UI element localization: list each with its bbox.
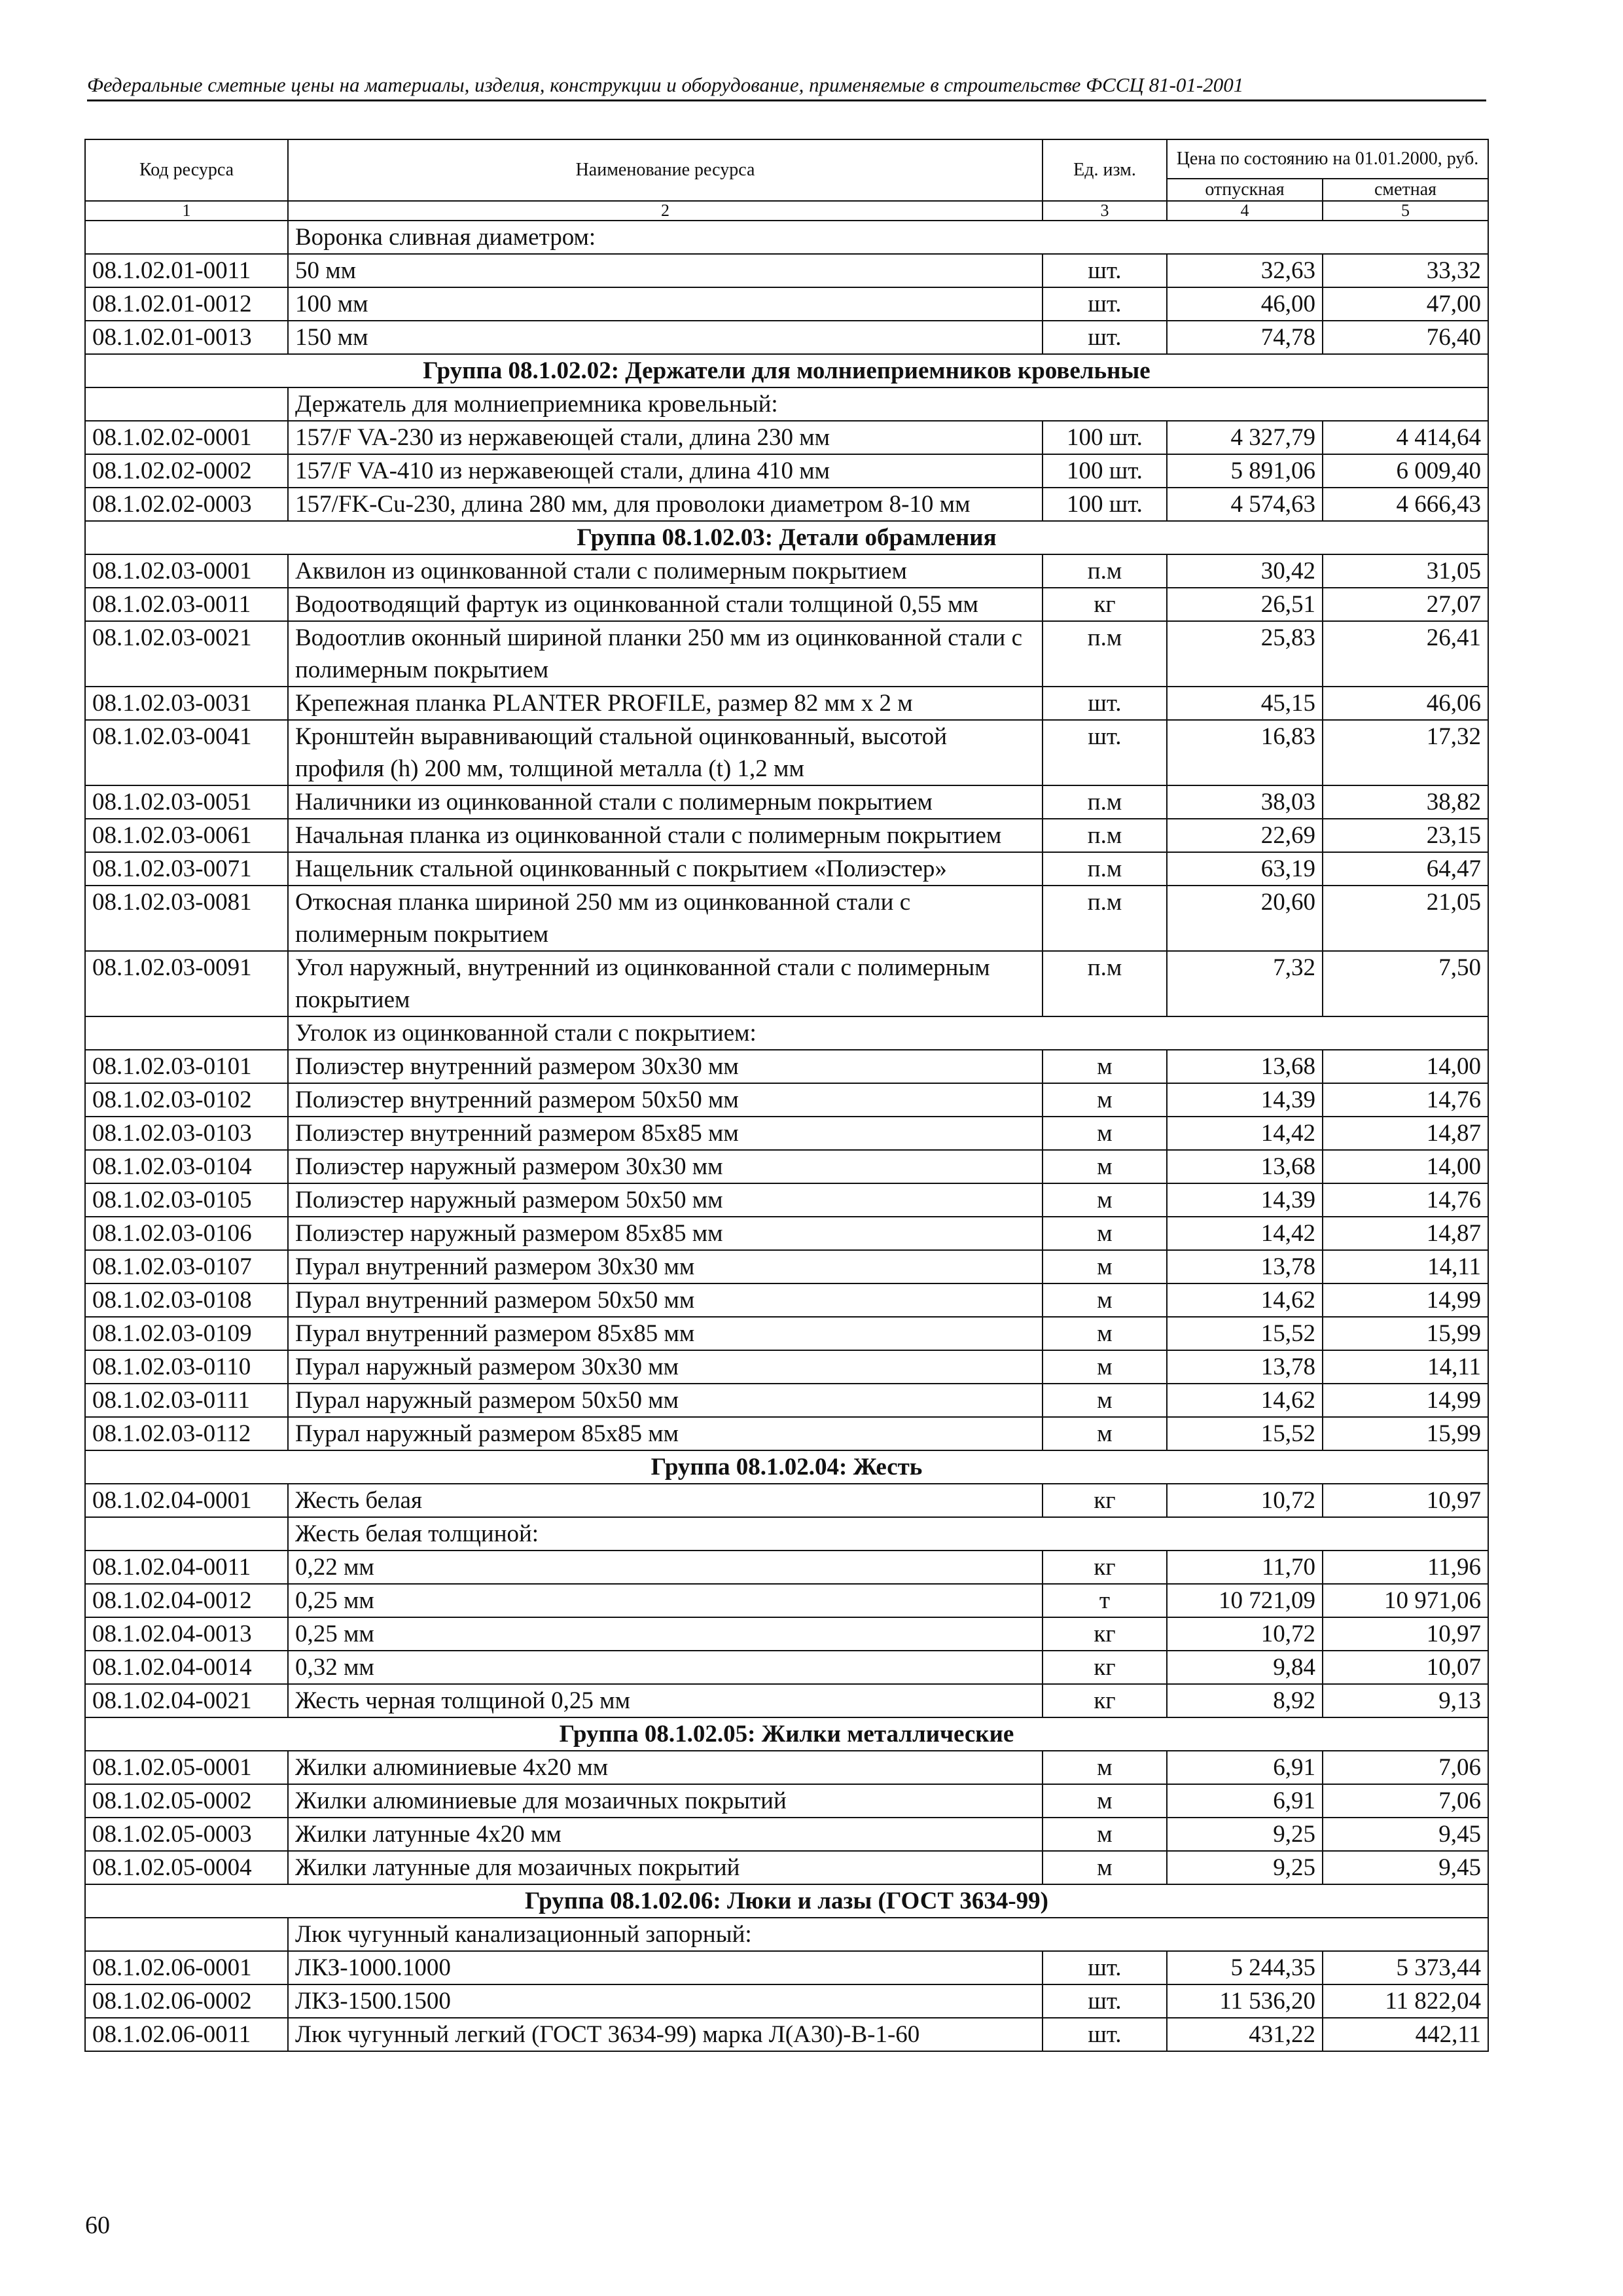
estimate-price: 64,47 <box>1323 852 1488 886</box>
column-number-row <box>85 201 1488 221</box>
estimate-price: 14,00 <box>1323 1150 1488 1183</box>
unit-cell: м <box>1043 1217 1167 1250</box>
subheading-text: Воронка сливная диаметром: <box>288 221 1488 254</box>
unit-cell: шт. <box>1043 287 1167 321</box>
estimate-price: 47,00 <box>1323 287 1488 321</box>
release-price: 9,84 <box>1167 1651 1323 1684</box>
resource-code: 08.1.02.04-0011 <box>85 1551 288 1584</box>
table-row <box>85 1551 1488 1584</box>
release-price: 9,25 <box>1167 1851 1323 1884</box>
table-row <box>85 1617 1488 1651</box>
subheading-row <box>85 1016 1488 1050</box>
estimate-price: 14,00 <box>1323 1050 1488 1083</box>
unit-cell: т <box>1043 1584 1167 1617</box>
resource-code: 08.1.02.03-0104 <box>85 1150 288 1183</box>
resource-code: 08.1.02.03-0051 <box>85 785 288 819</box>
resource-code: 08.1.02.03-0108 <box>85 1283 288 1317</box>
table-row <box>85 1684 1488 1717</box>
release-price: 7,32 <box>1167 951 1323 1016</box>
estimate-price: 10 971,06 <box>1323 1584 1488 1617</box>
estimate-price: 33,32 <box>1323 254 1488 287</box>
resource-code: 08.1.02.03-0011 <box>85 588 288 621</box>
unit-cell: м <box>1043 1150 1167 1183</box>
unit-cell: шт. <box>1043 687 1167 720</box>
subheading-text: Уголок из оцинкованной стали с покрытием: <box>288 1016 1488 1050</box>
resource-name: Пурал внутренний размером 30x30 мм <box>288 1250 1043 1283</box>
resource-name: Крепежная планка PLANTER PROFILE, размер 82 мм x 2 м <box>288 687 1043 720</box>
page-number: 60 <box>85 2212 110 2239</box>
resource-code: 08.1.02.05-0004 <box>85 1851 288 1884</box>
estimate-price: 9,13 <box>1323 1684 1488 1717</box>
estimate-price: 21,05 <box>1323 886 1488 951</box>
estimate-price: 10,97 <box>1323 1484 1488 1517</box>
group-title: Группа 08.1.02.05: Жилки металлические <box>85 1717 1488 1751</box>
empty-code-cell <box>85 387 288 421</box>
release-price: 30,42 <box>1167 554 1323 588</box>
resource-name: 0,22 мм <box>288 1551 1043 1584</box>
resource-name: Пурал наружный размером 30x30 мм <box>288 1350 1043 1384</box>
table-row <box>85 2018 1488 2051</box>
estimate-price: 14,87 <box>1323 1117 1488 1150</box>
resource-code: 08.1.02.04-0012 <box>85 1584 288 1617</box>
subheading-row <box>85 387 1488 421</box>
release-price: 15,52 <box>1167 1417 1323 1450</box>
resource-name: Пурал внутренний размером 50x50 мм <box>288 1283 1043 1317</box>
table-row <box>85 687 1488 720</box>
group-header-row <box>85 1884 1488 1918</box>
resource-code: 08.1.02.05-0002 <box>85 1784 288 1818</box>
resource-name: Кронштейн выравнивающий стальной оцинкованный, высотой профиля (h) 200 мм, толщиной металла (t) 1,2 мм <box>288 720 1043 785</box>
col-number: 2 <box>288 201 1043 221</box>
resource-name: Полиэстер наружный размером 30x30 мм <box>288 1150 1043 1183</box>
unit-cell: м <box>1043 1050 1167 1083</box>
price-table <box>84 139 1489 2052</box>
group-title: Группа 08.1.02.06: Люки и лазы (ГОСТ 3634-99) <box>85 1884 1488 1918</box>
release-price: 14,39 <box>1167 1083 1323 1117</box>
table-row <box>85 1818 1488 1851</box>
resource-code: 08.1.02.05-0003 <box>85 1818 288 1851</box>
empty-code-cell <box>85 1016 288 1050</box>
resource-name: Люк чугунный легкий (ГОСТ 3634-99) марка Л(А30)-В-1-60 <box>288 2018 1043 2051</box>
unit-cell: м <box>1043 1350 1167 1384</box>
resource-code: 08.1.02.04-0001 <box>85 1484 288 1517</box>
unit-cell: м <box>1043 1183 1167 1217</box>
col-header-price: Цена по состоянию на 01.01.2000, руб. <box>1167 139 1488 179</box>
unit-cell: м <box>1043 1751 1167 1784</box>
estimate-price: 14,11 <box>1323 1250 1488 1283</box>
estimate-price: 10,07 <box>1323 1651 1488 1684</box>
table-row <box>85 1350 1488 1384</box>
resource-name: ЛКЗ-1500.1500 <box>288 1984 1043 2018</box>
resource-code: 08.1.02.03-0101 <box>85 1050 288 1083</box>
release-price: 10 721,09 <box>1167 1584 1323 1617</box>
empty-code-cell <box>85 1918 288 1951</box>
estimate-price: 27,07 <box>1323 588 1488 621</box>
unit-cell: кг <box>1043 1617 1167 1651</box>
estimate-price: 14,99 <box>1323 1283 1488 1317</box>
estimate-price: 7,50 <box>1323 951 1488 1016</box>
resource-name: ЛКЗ-1000.1000 <box>288 1951 1043 1984</box>
resource-name: Жесть белая <box>288 1484 1043 1517</box>
release-price: 5 891,06 <box>1167 454 1323 488</box>
resource-name: Жилки алюминиевые 4x20 мм <box>288 1751 1043 1784</box>
resource-name: 0,32 мм <box>288 1651 1043 1684</box>
estimate-price: 9,45 <box>1323 1818 1488 1851</box>
resource-code: 08.1.02.01-0011 <box>85 254 288 287</box>
resource-code: 08.1.02.06-0001 <box>85 1951 288 1984</box>
resource-name: Жилки латунные для мозаичных покрытий <box>288 1851 1043 1884</box>
table-row <box>85 1050 1488 1083</box>
resource-name: Водоотводящий фартук из оцинкованной стали толщиной 0,55 мм <box>288 588 1043 621</box>
resource-code: 08.1.02.03-0103 <box>85 1117 288 1150</box>
unit-cell: м <box>1043 1117 1167 1150</box>
release-price: 26,51 <box>1167 588 1323 621</box>
resource-name: 50 мм <box>288 254 1043 287</box>
resource-code: 08.1.02.04-0021 <box>85 1684 288 1717</box>
table-row <box>85 1951 1488 1984</box>
estimate-price: 11 822,04 <box>1323 1984 1488 2018</box>
resource-code: 08.1.02.03-0110 <box>85 1350 288 1384</box>
resource-name: Аквилон из оцинкованной стали с полимерным покрытием <box>288 554 1043 588</box>
resource-code: 08.1.02.03-0111 <box>85 1384 288 1417</box>
subheading-row <box>85 1517 1488 1551</box>
unit-cell: шт. <box>1043 1951 1167 1984</box>
running-header: Федеральные сметные цены на материалы, изделия, конструкции и оборудование, применяемые в строительстве ФССЦ 81-01-2001 <box>87 72 1486 101</box>
table-row <box>85 852 1488 886</box>
estimate-price: 15,99 <box>1323 1317 1488 1350</box>
release-price: 13,68 <box>1167 1150 1323 1183</box>
unit-cell: п.м <box>1043 621 1167 687</box>
estimate-price: 11,96 <box>1323 1551 1488 1584</box>
resource-code: 08.1.02.01-0013 <box>85 321 288 354</box>
resource-code: 08.1.02.03-0109 <box>85 1317 288 1350</box>
resource-code: 08.1.02.03-0106 <box>85 1217 288 1250</box>
table-body <box>85 221 1488 2051</box>
unit-cell: 100 шт. <box>1043 488 1167 521</box>
table-header <box>85 139 1488 221</box>
estimate-price: 7,06 <box>1323 1751 1488 1784</box>
unit-cell: п.м <box>1043 819 1167 852</box>
resource-code: 08.1.02.04-0013 <box>85 1617 288 1651</box>
estimate-price: 26,41 <box>1323 621 1488 687</box>
release-price: 5 244,35 <box>1167 1951 1323 1984</box>
resource-name: Нащельник стальной оцинкованный с покрытием «Полиэстер» <box>288 852 1043 886</box>
release-price: 13,78 <box>1167 1250 1323 1283</box>
unit-cell: шт. <box>1043 321 1167 354</box>
unit-cell: м <box>1043 1384 1167 1417</box>
release-price: 11,70 <box>1167 1551 1323 1584</box>
resource-name: 100 мм <box>288 287 1043 321</box>
resource-code: 08.1.02.01-0012 <box>85 287 288 321</box>
release-price: 13,68 <box>1167 1050 1323 1083</box>
unit-cell: м <box>1043 1417 1167 1450</box>
release-price: 14,42 <box>1167 1217 1323 1250</box>
unit-cell: кг <box>1043 1551 1167 1584</box>
estimate-price: 76,40 <box>1323 321 1488 354</box>
estimate-price: 10,97 <box>1323 1617 1488 1651</box>
col-header-name: Наименование ресурса <box>288 139 1043 201</box>
table-row <box>85 1117 1488 1150</box>
release-price: 46,00 <box>1167 287 1323 321</box>
resource-code: 08.1.02.03-0021 <box>85 621 288 687</box>
resource-code: 08.1.02.03-0091 <box>85 951 288 1016</box>
release-price: 14,39 <box>1167 1183 1323 1217</box>
subheading-row <box>85 221 1488 254</box>
estimate-price: 7,06 <box>1323 1784 1488 1818</box>
unit-cell: 100 шт. <box>1043 454 1167 488</box>
group-header-row <box>85 521 1488 554</box>
unit-cell: 100 шт. <box>1043 421 1167 454</box>
resource-name: Наличники из оцинкованной стали с полимерным покрытием <box>288 785 1043 819</box>
resource-name: 157/F VA-230 из нержавеющей стали, длина 230 мм <box>288 421 1043 454</box>
resource-code: 08.1.02.02-0002 <box>85 454 288 488</box>
resource-code: 08.1.02.03-0112 <box>85 1417 288 1450</box>
estimate-price: 4 414,64 <box>1323 421 1488 454</box>
resource-code: 08.1.02.02-0003 <box>85 488 288 521</box>
release-price: 32,63 <box>1167 254 1323 287</box>
estimate-price: 15,99 <box>1323 1417 1488 1450</box>
resource-code: 08.1.02.02-0001 <box>85 421 288 454</box>
table-row <box>85 454 1488 488</box>
release-price: 45,15 <box>1167 687 1323 720</box>
table-row <box>85 321 1488 354</box>
table-row <box>85 1384 1488 1417</box>
resource-name: Откосная планка шириной 250 мм из оцинкованной стали с полимерным покрытием <box>288 886 1043 951</box>
release-price: 14,62 <box>1167 1283 1323 1317</box>
table-row <box>85 488 1488 521</box>
release-price: 38,03 <box>1167 785 1323 819</box>
resource-code: 08.1.02.04-0014 <box>85 1651 288 1684</box>
estimate-price: 9,45 <box>1323 1851 1488 1884</box>
resource-name: Полиэстер внутренний размером 50x50 мм <box>288 1083 1043 1117</box>
unit-cell: шт. <box>1043 254 1167 287</box>
resource-code: 08.1.02.03-0102 <box>85 1083 288 1117</box>
resource-code: 08.1.02.06-0002 <box>85 1984 288 2018</box>
release-price: 13,78 <box>1167 1350 1323 1384</box>
resource-name: 150 мм <box>288 321 1043 354</box>
col-header-code: Код ресурса <box>85 139 288 201</box>
group-header-row <box>85 354 1488 387</box>
table-row <box>85 1283 1488 1317</box>
resource-code: 08.1.02.03-0081 <box>85 886 288 951</box>
estimate-price: 38,82 <box>1323 785 1488 819</box>
table-row <box>85 1784 1488 1818</box>
table-row <box>85 554 1488 588</box>
table-row <box>85 1851 1488 1884</box>
col-header-estimate: сметная <box>1323 179 1488 201</box>
subheading-row <box>85 1918 1488 1951</box>
resource-code: 08.1.02.03-0071 <box>85 852 288 886</box>
group-title: Группа 08.1.02.02: Держатели для молниеприемников кровельные <box>85 354 1488 387</box>
resource-name: 0,25 мм <box>288 1617 1043 1651</box>
resource-code: 08.1.02.03-0031 <box>85 687 288 720</box>
unit-cell: м <box>1043 1317 1167 1350</box>
subheading-text: Жесть белая толщиной: <box>288 1517 1488 1551</box>
estimate-price: 23,15 <box>1323 819 1488 852</box>
table-row <box>85 1150 1488 1183</box>
table-row <box>85 819 1488 852</box>
release-price: 74,78 <box>1167 321 1323 354</box>
table-row <box>85 287 1488 321</box>
resource-name: Пурал внутренний размером 85x85 мм <box>288 1317 1043 1350</box>
release-price: 11 536,20 <box>1167 1984 1323 2018</box>
resource-name: 157/F VA-410 из нержавеющей стали, длина 410 мм <box>288 454 1043 488</box>
table-row <box>85 1183 1488 1217</box>
table-row <box>85 254 1488 287</box>
table-row <box>85 785 1488 819</box>
resource-name: 157/FK-Cu-230, длина 280 мм, для проволоки диаметром 8-10 мм <box>288 488 1043 521</box>
estimate-price: 14,76 <box>1323 1183 1488 1217</box>
resource-name: Пурал наружный размером 50x50 мм <box>288 1384 1043 1417</box>
unit-cell: кг <box>1043 1484 1167 1517</box>
estimate-price: 31,05 <box>1323 554 1488 588</box>
release-price: 14,42 <box>1167 1117 1323 1150</box>
unit-cell: м <box>1043 1250 1167 1283</box>
release-price: 16,83 <box>1167 720 1323 785</box>
estimate-price: 442,11 <box>1323 2018 1488 2051</box>
table-row <box>85 1217 1488 1250</box>
col-number: 5 <box>1323 201 1488 221</box>
resource-name: Водоотлив оконный шириной планки 250 мм из оцинкованной стали с полимерным покрытием <box>288 621 1043 687</box>
estimate-price: 4 666,43 <box>1323 488 1488 521</box>
release-price: 6,91 <box>1167 1784 1323 1818</box>
estimate-price: 5 373,44 <box>1323 1951 1488 1984</box>
table-row <box>85 421 1488 454</box>
release-price: 4 327,79 <box>1167 421 1323 454</box>
resource-code: 08.1.02.03-0041 <box>85 720 288 785</box>
resource-name: 0,25 мм <box>288 1584 1043 1617</box>
group-title: Группа 08.1.02.03: Детали обрамления <box>85 521 1488 554</box>
estimate-price: 46,06 <box>1323 687 1488 720</box>
unit-cell: п.м <box>1043 785 1167 819</box>
table-row <box>85 1317 1488 1350</box>
estimate-price: 17,32 <box>1323 720 1488 785</box>
resource-name: Полиэстер внутренний размером 85x85 мм <box>288 1117 1043 1150</box>
table-row <box>85 588 1488 621</box>
col-number: 4 <box>1167 201 1323 221</box>
unit-cell: м <box>1043 1851 1167 1884</box>
table-row <box>85 1584 1488 1617</box>
group-title: Группа 08.1.02.04: Жесть <box>85 1450 1488 1484</box>
empty-code-cell <box>85 221 288 254</box>
group-header-row <box>85 1450 1488 1484</box>
resource-name: Начальная планка из оцинкованной стали с полимерным покрытием <box>288 819 1043 852</box>
resource-code: 08.1.02.03-0001 <box>85 554 288 588</box>
unit-cell: м <box>1043 1283 1167 1317</box>
estimate-price: 14,76 <box>1323 1083 1488 1117</box>
resource-name: Угол наружный, внутренний из оцинкованной стали с полимерным покрытием <box>288 951 1043 1016</box>
unit-cell: м <box>1043 1818 1167 1851</box>
release-price: 6,91 <box>1167 1751 1323 1784</box>
unit-cell: шт. <box>1043 720 1167 785</box>
unit-cell: шт. <box>1043 2018 1167 2051</box>
estimate-price: 6 009,40 <box>1323 454 1488 488</box>
table-row <box>85 951 1488 1016</box>
unit-cell: кг <box>1043 588 1167 621</box>
resource-name: Жилки латунные 4x20 мм <box>288 1818 1043 1851</box>
unit-cell: кг <box>1043 1651 1167 1684</box>
col-number: 1 <box>85 201 288 221</box>
release-price: 15,52 <box>1167 1317 1323 1350</box>
table-row <box>85 1984 1488 2018</box>
unit-cell: м <box>1043 1784 1167 1818</box>
table-row <box>85 1250 1488 1283</box>
subheading-text: Держатель для молниеприемника кровельный: <box>288 387 1488 421</box>
estimate-price: 14,11 <box>1323 1350 1488 1384</box>
release-price: 63,19 <box>1167 852 1323 886</box>
unit-cell: п.м <box>1043 852 1167 886</box>
resource-name: Жесть черная толщиной 0,25 мм <box>288 1684 1043 1717</box>
release-price: 20,60 <box>1167 886 1323 951</box>
estimate-price: 14,87 <box>1323 1217 1488 1250</box>
unit-cell: п.м <box>1043 886 1167 951</box>
table-row <box>85 1651 1488 1684</box>
group-header-row <box>85 1717 1488 1751</box>
release-price: 431,22 <box>1167 2018 1323 2051</box>
resource-code: 08.1.02.03-0107 <box>85 1250 288 1283</box>
resource-name: Полиэстер внутренний размером 30x30 мм <box>288 1050 1043 1083</box>
unit-cell: кг <box>1043 1684 1167 1717</box>
release-price: 9,25 <box>1167 1818 1323 1851</box>
release-price: 25,83 <box>1167 621 1323 687</box>
unit-cell: п.м <box>1043 554 1167 588</box>
release-price: 22,69 <box>1167 819 1323 852</box>
table-row <box>85 886 1488 951</box>
release-price: 10,72 <box>1167 1484 1323 1517</box>
empty-code-cell <box>85 1517 288 1551</box>
resource-name: Жилки алюминиевые для мозаичных покрытий <box>288 1784 1043 1818</box>
resource-code: 08.1.02.06-0011 <box>85 2018 288 2051</box>
unit-cell: шт. <box>1043 1984 1167 2018</box>
unit-cell: м <box>1043 1083 1167 1117</box>
table-row <box>85 1751 1488 1784</box>
subheading-text: Люк чугунный канализационный запорный: <box>288 1918 1488 1951</box>
col-header-release: отпускная <box>1167 179 1323 201</box>
col-header-unit: Ед. изм. <box>1043 139 1167 201</box>
unit-cell: п.м <box>1043 951 1167 1016</box>
table-row <box>85 1417 1488 1450</box>
release-price: 14,62 <box>1167 1384 1323 1417</box>
table-row <box>85 1484 1488 1517</box>
resource-code: 08.1.02.03-0105 <box>85 1183 288 1217</box>
estimate-price: 14,99 <box>1323 1384 1488 1417</box>
resource-name: Полиэстер наружный размером 85x85 мм <box>288 1217 1043 1250</box>
table-row <box>85 720 1488 785</box>
resource-name: Полиэстер наружный размером 50x50 мм <box>288 1183 1043 1217</box>
resource-name: Пурал наружный размером 85x85 мм <box>288 1417 1043 1450</box>
release-price: 4 574,63 <box>1167 488 1323 521</box>
table-row <box>85 1083 1488 1117</box>
resource-code: 08.1.02.05-0001 <box>85 1751 288 1784</box>
resource-code: 08.1.02.03-0061 <box>85 819 288 852</box>
release-price: 8,92 <box>1167 1684 1323 1717</box>
table-row <box>85 621 1488 687</box>
release-price: 10,72 <box>1167 1617 1323 1651</box>
col-number: 3 <box>1043 201 1167 221</box>
